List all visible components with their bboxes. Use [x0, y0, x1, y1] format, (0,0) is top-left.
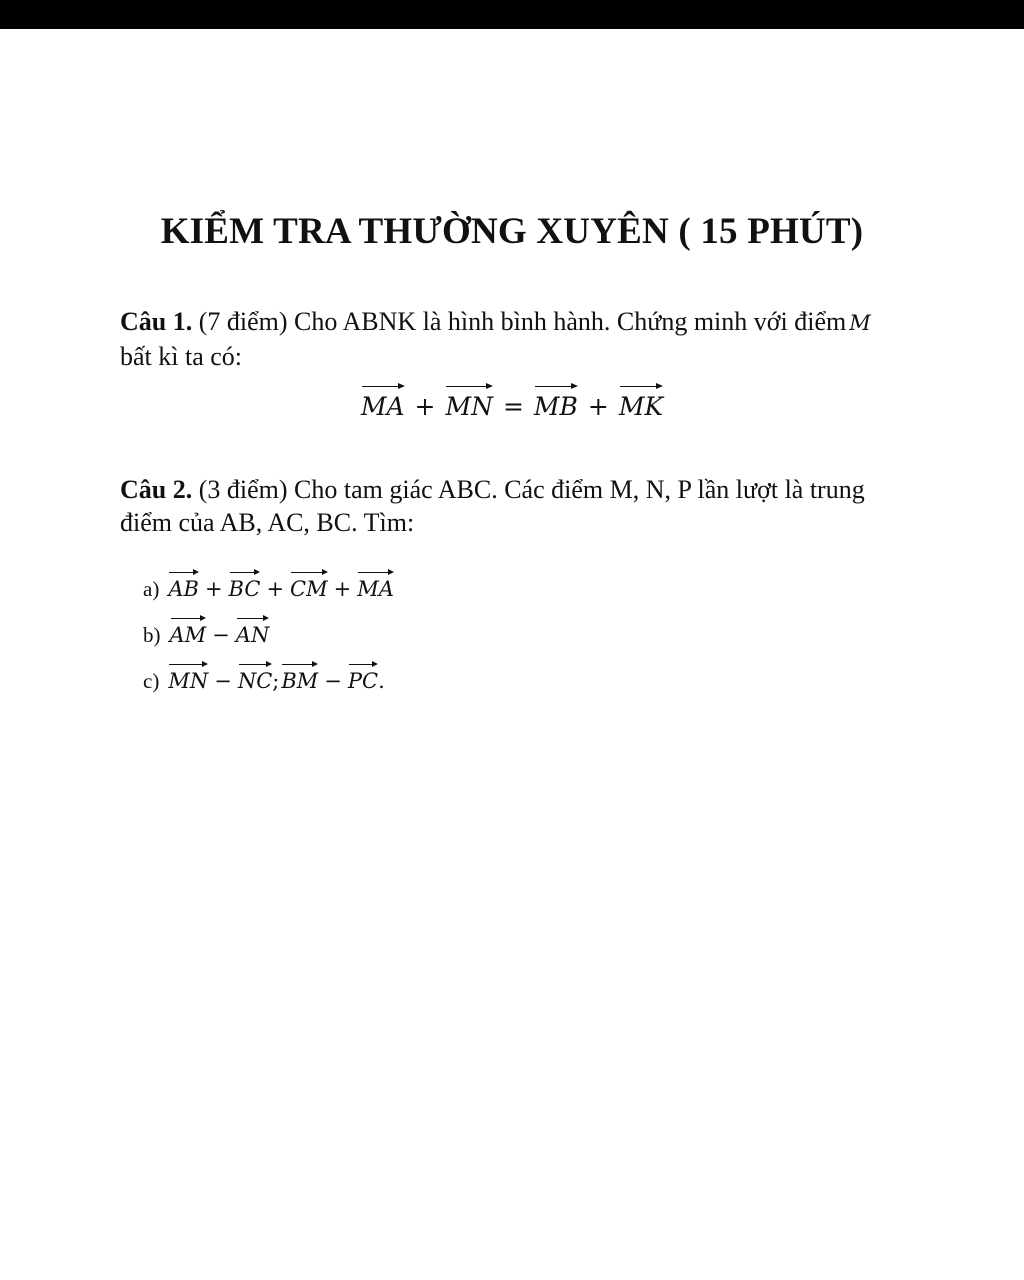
- vector-mn: MN: [445, 384, 492, 425]
- end-period: .: [378, 669, 385, 693]
- vector-an: AN: [236, 616, 270, 650]
- question-1-text-line2: bất kì ta có:: [120, 342, 243, 371]
- top-black-bar: [0, 0, 1024, 29]
- equals-sign: =: [502, 392, 524, 421]
- minus-sign: −: [214, 669, 232, 693]
- question-1: [120, 305, 920, 373]
- plus-sign: +: [266, 577, 285, 601]
- document-page: [0, 29, 1024, 1280]
- vector-ma: MA: [361, 384, 405, 425]
- question-2-item-b: [143, 616, 269, 650]
- question-2-text-line2: điểm của AB, AC, BC. Tìm:: [120, 508, 415, 537]
- question-2: [120, 473, 920, 539]
- question-2-label: Câu 2.: [120, 475, 193, 504]
- plus-sign: +: [587, 392, 609, 421]
- question-1-label: Câu 1.: [120, 307, 193, 336]
- vector-bm: BM: [281, 662, 318, 696]
- vector-mb: MB: [534, 384, 578, 425]
- plus-sign: +: [333, 577, 352, 601]
- question-2-text-line1: (3 điểm) Cho tam giác ABC. Các điểm M, N, P lần lượt là trung: [198, 475, 865, 504]
- vector-cm: CM: [290, 570, 328, 604]
- vector-ab: AB: [168, 570, 199, 604]
- vector-am: AM: [170, 616, 207, 650]
- vector-ma: MA: [357, 570, 394, 604]
- page-title: KIỂM TRA THƯỜNG XUYÊN ( 15 PHÚT): [160, 211, 864, 252]
- item-label: a): [143, 577, 160, 601]
- question-1-equation: [0, 384, 1024, 425]
- minus-sign: −: [324, 669, 342, 693]
- vector-mn: MN: [168, 662, 208, 696]
- vector-nc: NC: [238, 662, 272, 696]
- question-2-item-a: [143, 570, 394, 604]
- minus-sign: −: [212, 623, 230, 647]
- vector-bc: BC: [229, 570, 261, 604]
- question-1-text-line1: (7 điểm) Cho ABNK là hình bình hành. Chứng minh với điểm: [198, 307, 847, 336]
- plus-sign: +: [414, 392, 436, 421]
- vector-pc: PC: [348, 662, 378, 696]
- plus-sign: +: [204, 577, 223, 601]
- question-2-item-c: [143, 662, 385, 696]
- vector-mk: MK: [619, 384, 663, 425]
- question-1-point: M: [849, 311, 871, 335]
- item-label: c): [143, 669, 160, 693]
- item-label: b): [143, 623, 161, 647]
- separator: ;: [272, 669, 280, 693]
